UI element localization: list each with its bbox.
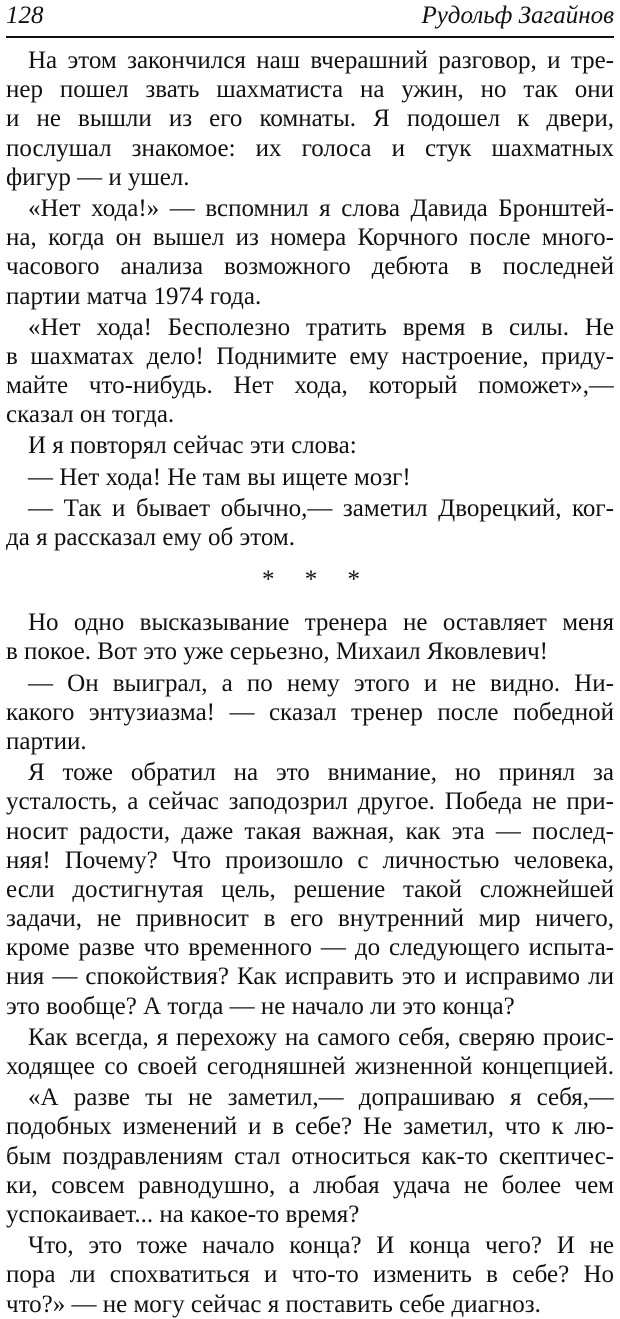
text-line: это вообще? А тогда — не начало ли это конца? xyxy=(6,992,515,1020)
text-line: партии. xyxy=(6,727,87,755)
body-text xyxy=(6,46,614,1319)
text-line: Что, это тоже начало конца? И конца чего? И не xyxy=(28,1232,614,1260)
text-line: подобных изменений и в себе? Не заметил, что к лю- xyxy=(6,1113,614,1141)
text-line: в шахматах дело! Поднимите ему настроение, приду- xyxy=(6,342,614,370)
text-line: и не вышли из его комнаты. Я подошел к двери, xyxy=(6,105,614,133)
text-line: Но одно высказывание тренера не оставляет меня xyxy=(28,609,614,637)
text-line: усталость, а сейчас заподозрил другое. Победа не при- xyxy=(6,788,614,816)
text-line: майте что-нибудь. Нет хода, который поможет»,— xyxy=(6,372,614,400)
text-line: сказал он тогда. xyxy=(6,401,175,429)
text-line: няя! Почему? Что произошло с личностью человека, xyxy=(6,846,614,874)
text-line: часового анализа возможного дебюта в последней xyxy=(6,253,614,281)
text-line: кроме разве что временного — до следующего испыта- xyxy=(6,934,614,962)
text-line: — Нет хода! Не там вы ищете мозг! xyxy=(28,463,411,491)
text-line: И я повторял сейчас эти слова: xyxy=(28,432,357,460)
text-line: Как всегда, я перехожу на самого себя, сверяю проис- xyxy=(28,1023,614,1051)
text-line: партии матча 1974 года. xyxy=(6,282,262,310)
text-line: в покое. Вот это уже серьезно, Михаил Яковлевич! xyxy=(6,638,548,666)
text-line: бым поздравлениям стал относиться как-то скептичес- xyxy=(6,1142,614,1170)
running-head-author: Рудольф Загайнов xyxy=(421,2,614,29)
text-line: пора ли спохватиться и что-то изменить в себе? Но xyxy=(6,1261,614,1289)
text-line: если достигнутая цель, решение такой сложнейшей xyxy=(6,875,614,903)
text-line: «Нет хода! Бесполезно тратить время в силы. Не xyxy=(28,313,614,341)
text-line: задачи, не привносит в его внутренний мир ничего, xyxy=(6,905,614,933)
text-line: — Так и бывает обычно,— заметил Дворецкий, ког- xyxy=(28,494,614,522)
text-line: да я рассказал ему об этом. xyxy=(6,524,295,551)
text-line: какого энтузиазма! — сказал тренер после победной xyxy=(6,698,614,726)
text-line: «Нет хода!» — вспомнил я слова Давида Бронштей- xyxy=(28,194,614,222)
text-line: — Он выиграл, а по нему этого и не видно. Ни- xyxy=(28,669,614,697)
text-line: носит радости, даже такая важная, как эта — послед- xyxy=(6,817,614,845)
text-line: на, когда он вышел из номера Корчного после много- xyxy=(6,224,614,252)
text-line: ходящее со своей сегодняшней жизненной концепцией. xyxy=(6,1053,614,1080)
text-line: фигур — и ушел. xyxy=(6,163,190,191)
text-line: Я тоже обратил на это внимание, но принял за xyxy=(28,759,614,787)
text-line: «А разве ты не заметил,— допрашиваю я себя,— xyxy=(28,1084,614,1112)
text-line: ки, совсем равнодушно, а любая удача не более чем xyxy=(6,1171,614,1199)
text-line: нер пошел звать шахматиста на ужин, но так они xyxy=(6,76,614,104)
page-header xyxy=(6,0,614,38)
text-line: послушал знакомое: их голоса и стук шахматных xyxy=(6,134,614,162)
text-line: На этом закончился наш вчерашний разговор, и тре- xyxy=(28,47,614,74)
page-number: 128 xyxy=(6,2,44,29)
text-line: что?» — не могу сейчас я поставить себе диагноз. xyxy=(6,1290,541,1318)
section-separator: * * * xyxy=(262,566,372,594)
text-line: ния — спокойствия? Как исправить это и исправимо ли xyxy=(6,963,614,991)
text-line: успокаивает... на какое-то время? xyxy=(6,1200,360,1228)
